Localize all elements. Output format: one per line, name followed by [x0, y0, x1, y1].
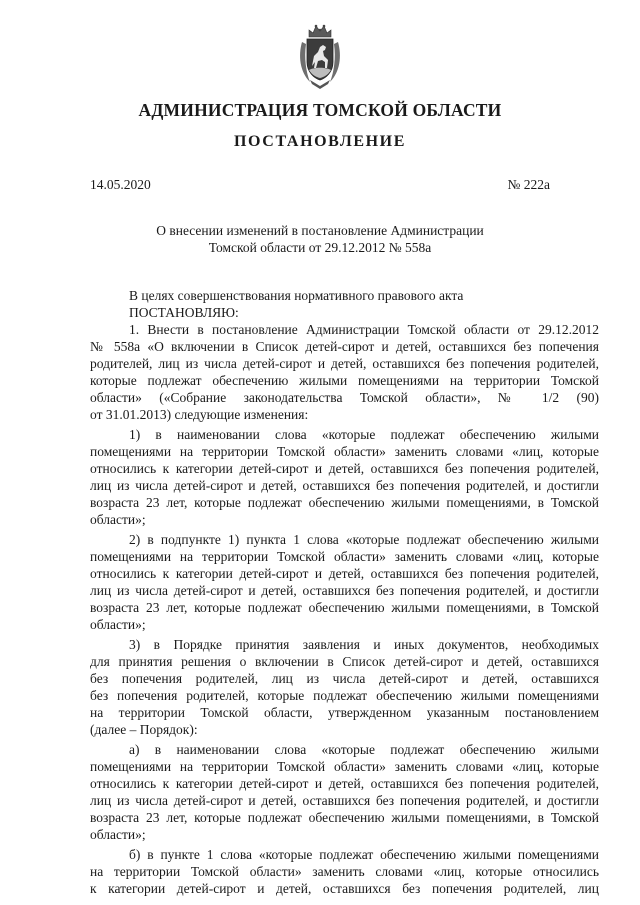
- body-line: относились к категории детей-сирот и детей, оставшихся без попечения родителей,: [90, 776, 599, 791]
- document-date: 14.05.2020: [90, 177, 151, 192]
- body-line: на территории Томской области» заменить словами «лиц, которые относились: [90, 864, 599, 879]
- body-line: лиц из числа детей-сирот и детей, оставшихся без попечения родителей, и достигли: [90, 583, 599, 598]
- body-line: относились к категории детей-сирот и детей, оставшихся без попечения родителей,: [90, 461, 599, 476]
- body-line: относились к категории детей-сирот и детей, оставшихся без попечения родителей,: [90, 566, 599, 581]
- body-line: области»;: [90, 827, 146, 842]
- body-line: от 31.01.2013) следующие изменения:: [90, 407, 309, 422]
- body-line: к категории детей-сирот и детей, оставшихся без попечения родителей, лиц: [90, 881, 599, 896]
- body-line: области»;: [90, 617, 146, 632]
- document-body: [90, 287, 599, 897]
- body-line: без попечения родителей, которые подлежат обеспечению жилыми помещениями: [90, 688, 599, 703]
- body-line: области» («Собрание законодательства Томской области», № 1/2 (90): [90, 390, 599, 405]
- body-line-item-2: 2) в подпункте 1) пункта 1 слова «которые подлежат обеспечению жилыми: [129, 532, 599, 547]
- organization-title: АДМИНИСТРАЦИЯ ТОМСКОЙ ОБЛАСТИ: [138, 100, 502, 120]
- body-line: № 558а «О включении в Список детей-сирот и детей, оставшихся без попечения: [90, 339, 599, 354]
- body-line: помещениями на территории Томской области» заменить словами «лиц, которые: [90, 444, 599, 459]
- body-line: лиц из числа детей-сирот и детей, оставшихся без попечения родителей, и достигли: [90, 478, 599, 493]
- body-line: помещениями на территории Томской области» заменить словами «лиц, которые: [90, 549, 599, 564]
- subject-line: Томской области от 29.12.2012 № 558а: [208, 240, 432, 255]
- body-line-preamble: В целях совершенствования нормативного правового акта: [129, 288, 464, 303]
- document-number: № 222а: [507, 177, 550, 192]
- body-line: (далее – Порядок):: [90, 722, 198, 737]
- body-line-subitem-a: а) в наименовании слова «которые подлежат обеспечению жилыми: [129, 742, 599, 757]
- body-line-subitem-b: б) в пункте 1 слова «которые подлежат обеспечению жилыми помещениями: [129, 847, 599, 862]
- body-line: 1. Внести в постановление Администрации Томской области от 29.12.2012: [129, 322, 599, 337]
- subject-line: О внесении изменений в постановление Администрации: [156, 223, 484, 238]
- body-line-item-1: 1) в наименовании слова «которые подлежат обеспечению жилыми: [129, 427, 599, 442]
- body-line: родителей, лиц из числа детей-сирот и детей, оставшихся без попечения родителей,: [90, 356, 599, 371]
- body-line: возраста 23 лет, которые подлежат обеспечению жилыми помещениями, в Томской: [90, 600, 599, 615]
- body-line: для принятия решения о включении в Список детей-сирот и детей, оставшихся: [90, 654, 599, 669]
- body-line: помещениями на территории Томской области» заменить словами «лиц, которые: [90, 759, 599, 774]
- body-line: на территории Томской области, утвержденном указанным постановлением: [90, 705, 599, 720]
- coat-of-arms-icon: [298, 22, 342, 90]
- body-line: которые подлежат обеспечению жилыми помещениями на территории Томской: [90, 373, 599, 388]
- body-line: возраста 23 лет, которые подлежат обеспечению жилыми помещениями, в Томской: [90, 810, 599, 825]
- body-line-item-3: 3) в Порядке принятия заявления и иных документов, необходимых: [129, 637, 599, 652]
- body-line: лиц из числа детей-сирот и детей, оставшихся без попечения родителей, и достигли: [90, 793, 599, 808]
- body-line-decree: ПОСТАНОВЛЯЮ:: [129, 305, 239, 320]
- document-type-title: ПОСТАНОВЛЕНИЕ: [234, 133, 406, 150]
- body-line: области»;: [90, 512, 146, 527]
- document-subject: [120, 222, 520, 256]
- body-line: без попечения родителей, лиц из числа детей-сирот и детей, оставшихся: [90, 671, 599, 686]
- body-line: возраста 23 лет, которые подлежат обеспечению жилыми помещениями, в Томской: [90, 495, 599, 510]
